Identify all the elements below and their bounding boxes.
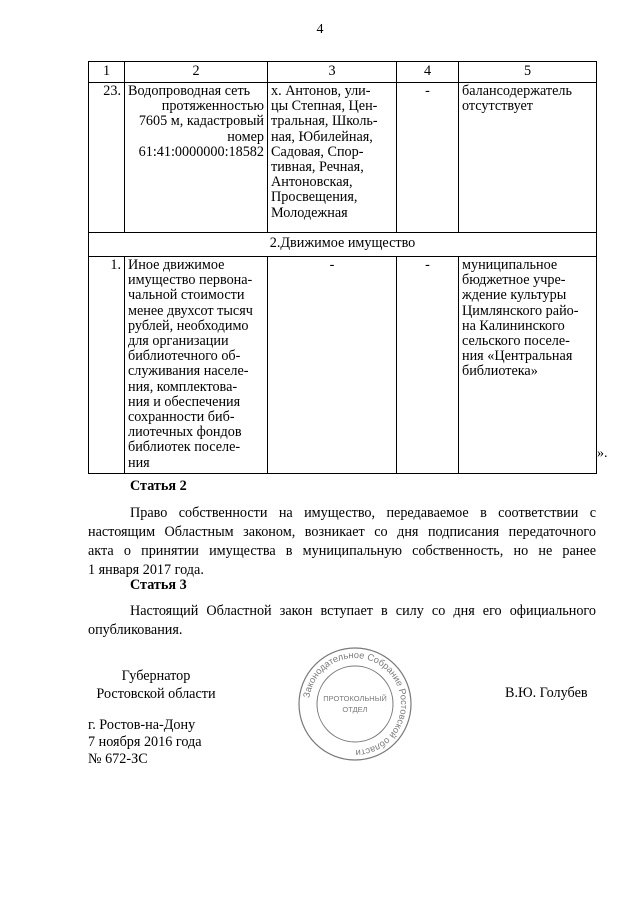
header-cell: 1 xyxy=(89,62,125,83)
cell-line: сельского поселе- xyxy=(462,333,570,350)
official-stamp xyxy=(296,645,414,763)
property-name xyxy=(125,257,268,474)
property-address xyxy=(268,83,397,233)
text-line: 1 января 2017 года. xyxy=(88,562,204,578)
cell-line: чальной стоимости xyxy=(128,287,245,304)
signature-title-line: Ростовской области xyxy=(96,686,216,702)
cell-line: ния и обеспечения xyxy=(128,393,241,410)
cell-line: библиотека» xyxy=(462,363,538,380)
cell-line: Антоновская, xyxy=(271,174,353,191)
cell-line: бюджетное учре- xyxy=(462,272,566,289)
row-number: 1. xyxy=(89,257,125,474)
cell-line: ждение культуры xyxy=(462,287,567,304)
cell-line: ния, комплектова- xyxy=(128,378,238,395)
header-cell: 5 xyxy=(459,62,597,83)
text-line: акта о принятии имущества в муниципальную собственность, но не ранее xyxy=(88,543,596,559)
signature-title-line: Губернатор xyxy=(121,668,191,684)
cell-line: на Калининского xyxy=(462,317,565,334)
stamp-inner-ring xyxy=(317,666,393,742)
cell-line: лиотечных фондов xyxy=(128,424,242,441)
cell-line: служивания населе- xyxy=(128,363,249,380)
stamp-ring-textpath: Законодательное Собрание Ростовской области xyxy=(301,649,410,759)
cell-line: номер xyxy=(227,128,264,145)
property-col4: - xyxy=(397,257,459,474)
property-holder xyxy=(459,257,597,474)
cell-line: библиотек поселе- xyxy=(128,439,241,456)
cell-line: Цимлянского райо- xyxy=(462,302,579,319)
signatory-name: В.Ю. Голубев xyxy=(505,685,588,701)
header-cell: 4 xyxy=(397,62,459,83)
section-row xyxy=(89,233,597,257)
stamp-center-line1: ПРОТОКОЛЬНЫЙ xyxy=(323,694,387,703)
property-col4: - xyxy=(397,83,459,233)
text-line: опубликования. xyxy=(88,622,183,638)
cell-line: отсутствует xyxy=(462,98,533,115)
cell-line: тивная, Речная, xyxy=(271,159,364,176)
law-number: № 672-ЗС xyxy=(88,751,148,767)
stamp-center-line2: ОТДЕЛ xyxy=(342,705,368,714)
city: г. Ростов-на-Дону xyxy=(88,717,196,733)
cell-line: имущество первона- xyxy=(128,272,253,289)
cell-line: ния «Центральная xyxy=(462,348,573,365)
cell-line: Молодежная xyxy=(271,204,348,221)
article-3-text xyxy=(88,602,596,640)
cell-line: тральная, Школь- xyxy=(271,113,378,130)
cell-line: ная, Юбилейная, xyxy=(271,128,373,145)
table-header-row xyxy=(89,62,597,83)
cell-line: Садовая, Спор- xyxy=(271,143,364,160)
row-number: 23. xyxy=(89,83,125,233)
property-holder xyxy=(459,83,597,233)
cell-line: Просвещения, xyxy=(271,189,358,206)
stamp-outer-ring xyxy=(299,648,411,760)
cell-line: муниципальное xyxy=(462,257,558,273)
cell-line: протяженностью xyxy=(161,98,264,115)
cell-line: х. Антонов, ули- xyxy=(271,83,371,99)
cell-line: Иное движимое xyxy=(128,257,225,273)
property-table xyxy=(88,61,597,474)
section-title: 2.Движимое имущество xyxy=(89,233,597,257)
cell-line: цы Степная, Цен- xyxy=(271,98,378,115)
property-name xyxy=(125,83,268,233)
table-row xyxy=(89,257,597,474)
cell-line: сохранности биб- xyxy=(128,409,235,426)
text-line: Настоящий Областной закон вступает в силу со дня его официального xyxy=(130,603,596,619)
cell-line: ния xyxy=(128,454,150,471)
header-cell: 2 xyxy=(125,62,268,83)
cell-line: рублей, необходимо xyxy=(128,317,249,334)
cell-line: библиотечного об- xyxy=(128,348,241,365)
signature-title xyxy=(88,667,224,703)
header-cell: 3 xyxy=(268,62,397,83)
text-line: Право собственности на имущество, передаваемое в соответствии с xyxy=(130,505,596,521)
cell-line: Водопроводная сеть xyxy=(128,83,251,99)
place-and-date xyxy=(88,717,202,768)
closing-quote: ». xyxy=(597,446,608,461)
article-3-heading: Статья 3 xyxy=(130,577,187,593)
article-2-text xyxy=(88,504,596,580)
cell-line: 61:41:0000000:18582 xyxy=(138,143,264,160)
cell-line: менее двухсот тысяч xyxy=(128,302,253,319)
date: 7 ноября 2016 года xyxy=(88,734,202,750)
cell-line: балансодержатель xyxy=(462,83,572,99)
table-row xyxy=(89,83,597,233)
property-address: - xyxy=(268,257,397,474)
text-line: настоящим Областным законом, возникает со дня подписания передаточного xyxy=(88,524,596,540)
cell-line: 7605 м, кадастровый xyxy=(138,113,264,130)
cell-line: для организации xyxy=(128,333,229,350)
page-number: 4 xyxy=(316,22,324,37)
article-2-heading: Статья 2 xyxy=(130,478,187,494)
